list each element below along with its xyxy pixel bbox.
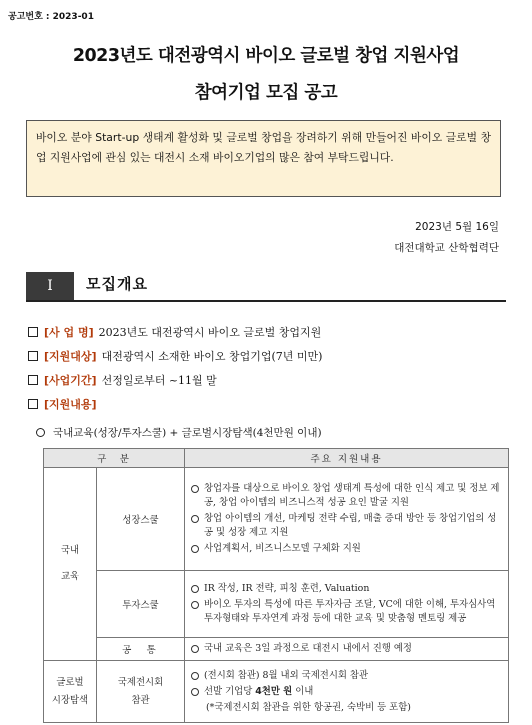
subcategory-expo: 국제전시회 참관	[97, 661, 185, 723]
checkbox-square-icon	[28, 399, 38, 409]
section-number: Ⅰ	[26, 272, 74, 300]
notice-date: 2023년 5월 16일	[415, 221, 499, 233]
support-table	[43, 448, 509, 723]
page-title: 2023년도 대전광역시 바이오 글로벌 창업 지원사업	[72, 46, 460, 66]
table-row	[44, 638, 509, 661]
header-content: 주요 지원내용	[185, 449, 509, 468]
subcategory-invest: 투자스쿨	[97, 571, 185, 638]
category-domestic: 국내 교육	[44, 468, 97, 661]
budget-amount: 4천만 원	[255, 685, 293, 697]
header-category: 구 분	[44, 449, 185, 468]
circle-bullet-icon	[191, 688, 199, 696]
organization: 대전대학교 산학협력단	[394, 242, 499, 254]
overview-list	[28, 320, 322, 416]
circle-bullet-icon	[191, 515, 199, 523]
checkbox-square-icon	[28, 327, 38, 337]
item-value: 대전광역시 소재한 바이오 창업기업(7년 미만)	[101, 350, 323, 363]
item-key: [사 업 명]	[44, 326, 94, 339]
list-item	[28, 344, 322, 368]
subcategory-growth: 성장스쿨	[97, 468, 185, 571]
support-summary-text: 국내교육(성장/투자스쿨) + 글로벌시장탐색(4천만원 이내)	[53, 427, 322, 439]
support-summary	[36, 425, 322, 440]
circle-bullet-icon	[191, 585, 199, 593]
checkbox-square-icon	[28, 351, 38, 361]
circle-bullet-icon	[36, 428, 45, 437]
item-key: [지원내용]	[44, 398, 97, 411]
section-title: 모집개요	[86, 275, 148, 293]
item-key: [사업기간]	[44, 374, 97, 387]
invest-content: IR 작성, IR 전략, 피칭 훈련, Valuation 바이오 투자의 특성에 따른 투자자금 조달, VC에 대한 이해, 투자심사역 투자형태와 투자연계 과정 등에 대한 교육 및 맞춤형 멘토링 제공	[185, 571, 509, 638]
list-item	[28, 320, 322, 344]
circle-bullet-icon	[191, 645, 199, 653]
notice-number: 공고번호 : 2023-01	[8, 12, 94, 22]
intro-box: 바이오 분야 Start-up 생태계 활성화 및 글로벌 창업을 장려하기 위해 만들어진 바이오 글로벌 창업 지원사업에 관심 있는 대전시 소재 바이오기업의 많은 참여 부탁드립니다.	[26, 120, 501, 197]
list-item	[28, 368, 322, 392]
list-item	[28, 392, 322, 416]
table-row	[44, 468, 509, 571]
item-value: 2023년도 대전광역시 바이오 글로벌 창업지원	[98, 326, 322, 339]
checkbox-square-icon	[28, 375, 38, 385]
category-global: 글로벌 시장탐색	[44, 661, 97, 723]
page-subtitle: 참여기업 모집 공고	[194, 83, 338, 103]
circle-bullet-icon	[191, 485, 199, 493]
table-header-row	[44, 449, 509, 468]
common-content: 국내 교육은 3일 과정으로 대전시 내에서 진행 예정	[185, 638, 509, 661]
section-header	[26, 272, 506, 300]
growth-content: 창업자를 대상으로 바이오 창업 생태계 특성에 대한 인식 제고 및 정보 제공, 창업 아이템의 비즈니스적 성공 요인 발굴 지원 창업 아이템의 개선, 마케팅 전략 수립, 매출 증대 방안 등 창업기업의 성공 및 성장 제고 지원 사업계획서, 비즈니스모델 구체화 지원	[185, 468, 509, 571]
expo-content: (전시회 참관) 8월 내외 국제전시회 참관 선발 기업당 4천만 원 이내 (*국제전시회 참관을 위한 항공권, 숙박비 등 포함)	[185, 661, 509, 723]
item-value: 선정일로부터 ~11월 말	[101, 374, 217, 387]
circle-bullet-icon	[191, 601, 199, 609]
circle-bullet-icon	[191, 672, 199, 680]
circle-bullet-icon	[191, 545, 199, 553]
item-key: [지원대상]	[44, 350, 97, 363]
section-divider	[26, 300, 506, 302]
table-row	[44, 661, 509, 723]
subcategory-common: 공 통	[97, 638, 185, 661]
table-row	[44, 571, 509, 638]
